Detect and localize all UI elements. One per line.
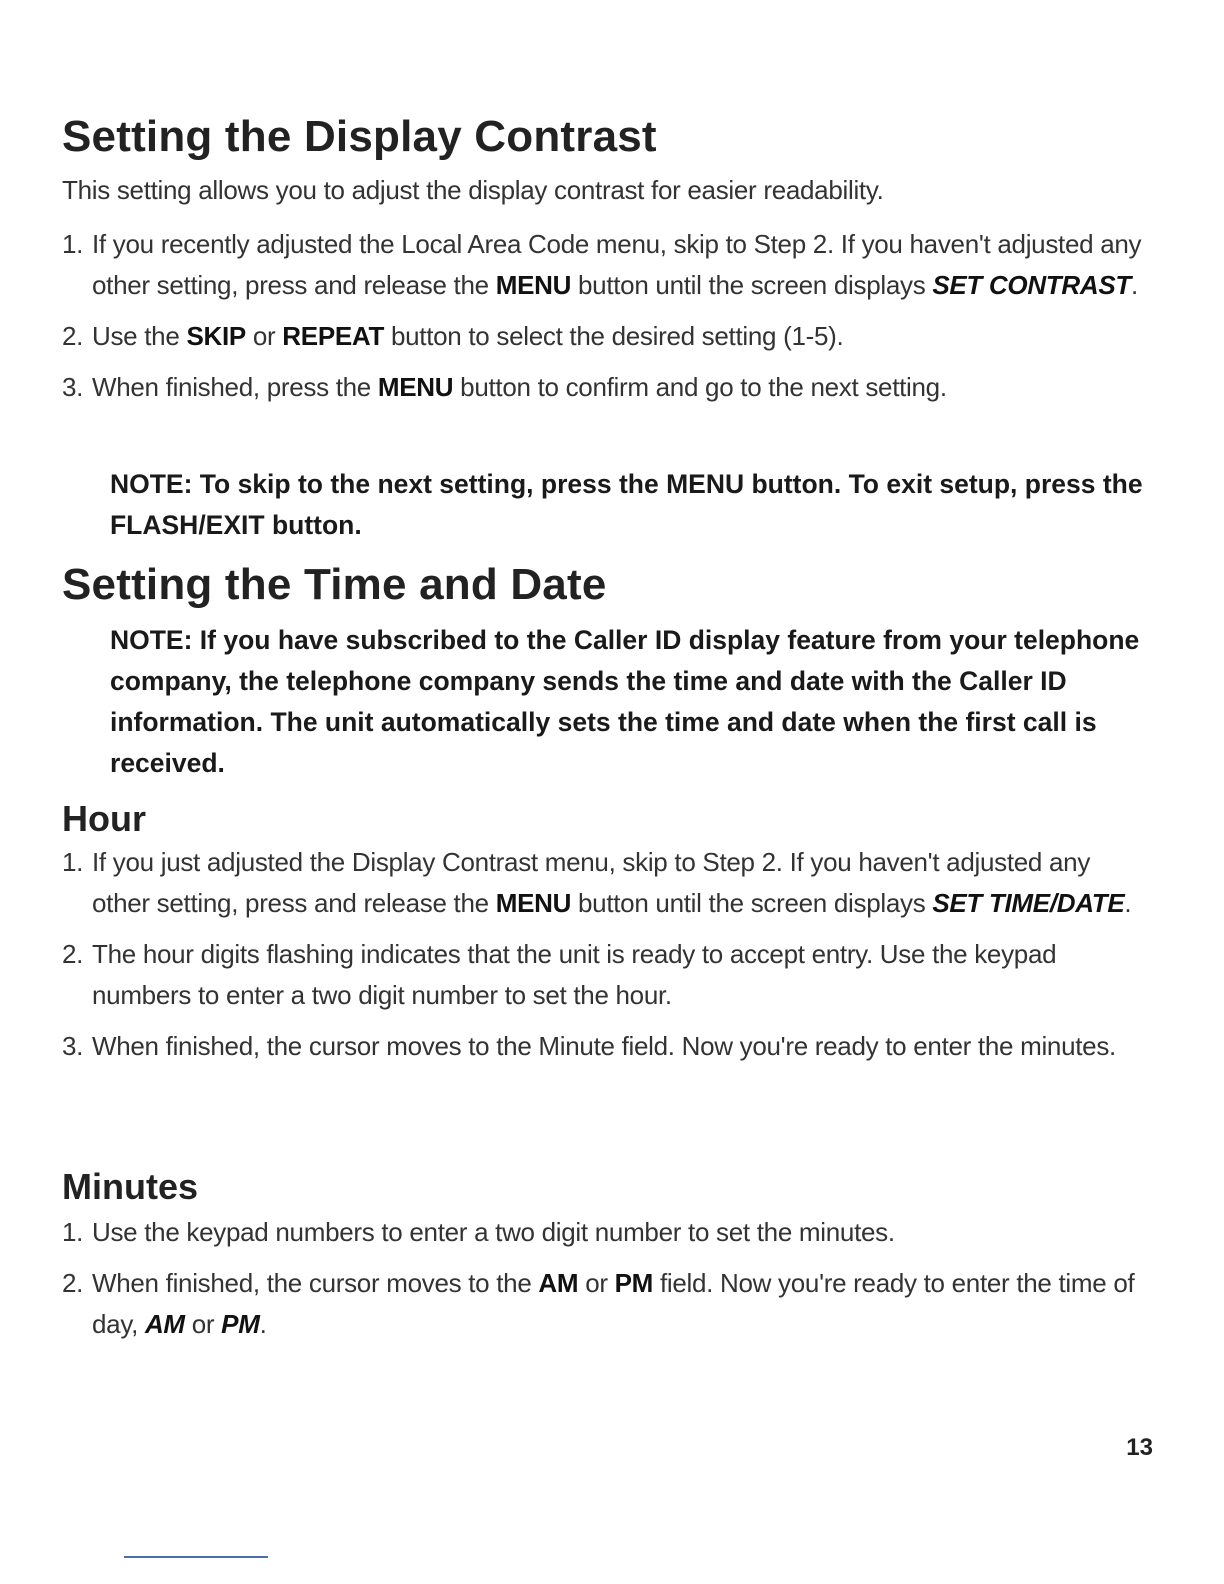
contrast-note: NOTE: To skip to the next setting, press the MENU button. To exit setup, press the FLASH/EXIT button. bbox=[110, 469, 1143, 540]
list-item: 1. If you recently adjusted the Local Area Code menu, skip to Step 2. If you haven't adjusted any other setting, press and release the MENU button until the screen displays SET CONTRAST. bbox=[62, 229, 1142, 300]
list-item: 3. When finished, the cursor moves to the Minute field. Now you're ready to enter the minutes. bbox=[62, 1031, 1116, 1061]
screen-text: AM bbox=[144, 1309, 185, 1339]
contrast-steps bbox=[62, 224, 1152, 418]
list-item: 2. Use the SKIP or REPEAT button to select the desired setting (1-5). bbox=[62, 321, 844, 351]
skip-button-ref: SKIP bbox=[186, 321, 246, 351]
contrast-title: Setting the Display Contrast bbox=[62, 112, 657, 161]
list-item: 2. The hour digits flashing indicates that the unit is ready to accept entry. Use the keypad numbers to enter a two digit number to set the hour. bbox=[62, 939, 1057, 1010]
footer-rule bbox=[124, 1556, 268, 1558]
page-number: 13 bbox=[1126, 1434, 1153, 1461]
minutes-title: Minutes bbox=[62, 1166, 199, 1207]
menu-button-ref: MENU bbox=[495, 888, 572, 918]
hour-title: Hour bbox=[62, 798, 146, 839]
am-field-ref: AM bbox=[538, 1268, 579, 1298]
list-item: 1. If you just adjusted the Display Contrast menu, skip to Step 2. If you haven't adjusted any other setting, press and release the MENU button until the screen displays SET TIME/DATE. bbox=[62, 847, 1132, 918]
list-item: 2. When finished, the cursor moves to the AM or PM field. Now you're ready to enter the time of day, AM or PM. bbox=[62, 1268, 1135, 1339]
time-date-title: Setting the Time and Date bbox=[62, 560, 607, 609]
screen-text: SET CONTRAST bbox=[932, 270, 1131, 300]
list-item: 3. When finished, press the MENU button to confirm and go to the next setting. bbox=[62, 372, 947, 402]
screen-text: PM bbox=[221, 1309, 260, 1339]
list-item: 1. Use the keypad numbers to enter a two digit number to set the minutes. bbox=[62, 1217, 895, 1247]
pm-field-ref: PM bbox=[614, 1268, 654, 1298]
minutes-steps bbox=[62, 1212, 1152, 1355]
menu-button-ref: MENU bbox=[495, 270, 572, 300]
hour-steps bbox=[62, 842, 1152, 1077]
screen-text: SET TIME/DATE bbox=[932, 888, 1125, 918]
time-date-note: NOTE: If you have subscribed to the Caller ID display feature from your telephone company, the telephone company sends the time and date with the Caller ID information. The unit automatically sets the time and date when the first call is received. bbox=[110, 625, 1140, 778]
repeat-button-ref: REPEAT bbox=[282, 321, 385, 351]
menu-button-ref: MENU bbox=[377, 372, 454, 402]
contrast-intro: This setting allows you to adjust the display contrast for easier readability. bbox=[62, 175, 884, 205]
